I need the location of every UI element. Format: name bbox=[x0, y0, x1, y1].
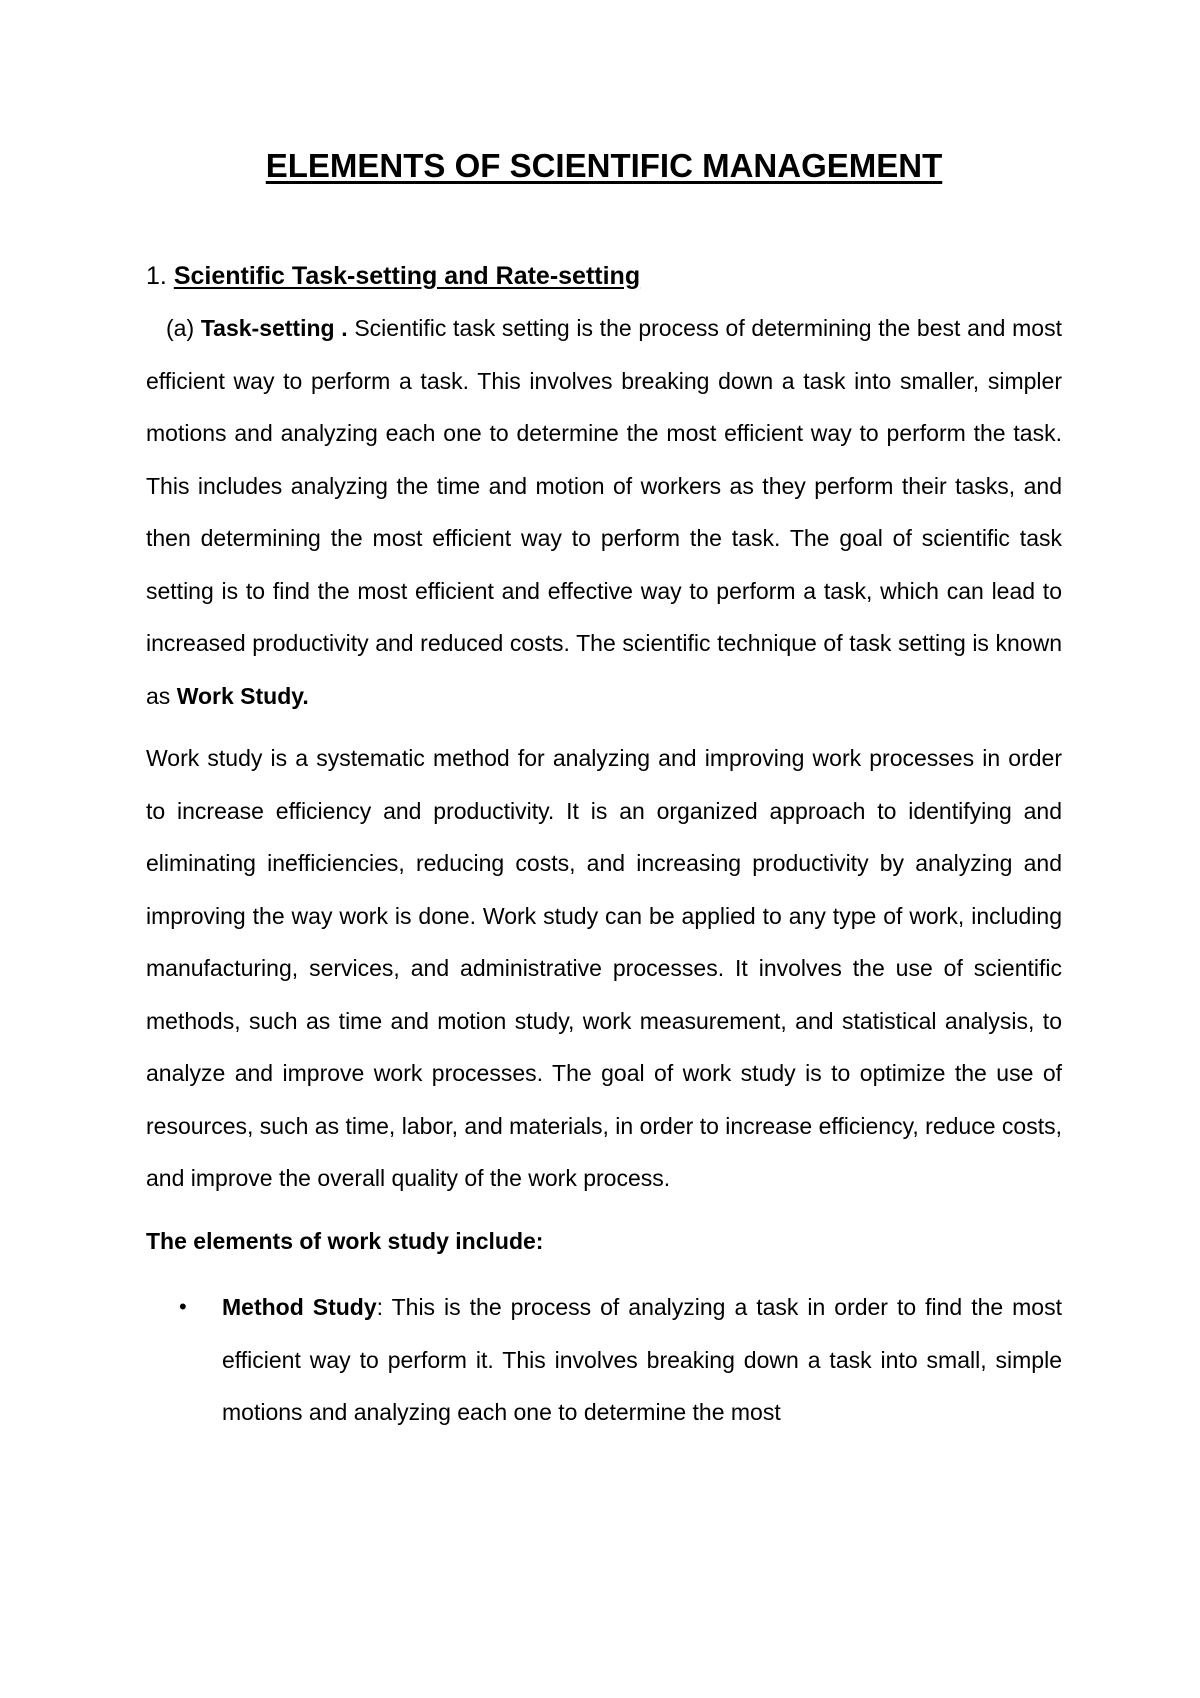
item-closing-term: Work Study. bbox=[176, 682, 309, 709]
elements-heading: The elements of work study include: bbox=[146, 1227, 544, 1254]
item-term: Task-setting . bbox=[200, 315, 348, 342]
elements-list bbox=[146, 1281, 1062, 1439]
list-item-text: : This is the process of analyzing a task in order to find the most efficient way to perform it. This involves breaking down a task into small, simple motions and analyzing each one to determine the most bbox=[222, 1294, 1062, 1426]
work-study-paragraph: Work study is a systematic method for analyzing and improving work processes in order to increase efficiency and productivity. It is an organized approach to identifying and eliminating inefficiencies, reducing costs, and increasing productivity by analyzing and improving the way work is done. Work study can be applied to any type of work, including manufacturing, services, and administrative processes. It involves the use of scientific methods, such as time and motion study, work measurement, and statistical analysis, to analyze and improve work processes. The goal of work study is to optimize the use of resources, such as time, labor, and materials, in order to increase efficiency, reduce costs, and improve the overall quality of the work process. bbox=[146, 745, 1062, 1192]
section-heading bbox=[146, 260, 1062, 293]
document-content bbox=[146, 146, 1062, 1439]
list-item bbox=[179, 1281, 1062, 1439]
list-item-term: Method Study bbox=[222, 1294, 377, 1321]
section-heading-text: Scientific Task-setting and Rate-setting bbox=[173, 261, 641, 290]
section-number: 1. bbox=[146, 261, 167, 290]
item-text: Scientific task setting is the process of determining the best and most efficient way to perform a task. This involves breaking down a task into smaller, simpler motions and analyzing each one to determine the most efficient way to perform the task. This includes analyzing the time and motion of workers as they perform their tasks, and then determining the most efficient way to perform the task. The goal of scientific task setting is to find the most efficient and effective way to perform a task, which can lead to increased productivity and reduced costs. The scientific technique of task setting is known as bbox=[146, 315, 1062, 709]
item-label: (a) bbox=[166, 315, 195, 342]
page-title: ELEMENTS OF SCIENTIFIC MANAGEMENT bbox=[265, 147, 943, 184]
bullet-icon: • bbox=[179, 1294, 187, 1320]
task-setting-paragraph bbox=[146, 302, 1062, 722]
